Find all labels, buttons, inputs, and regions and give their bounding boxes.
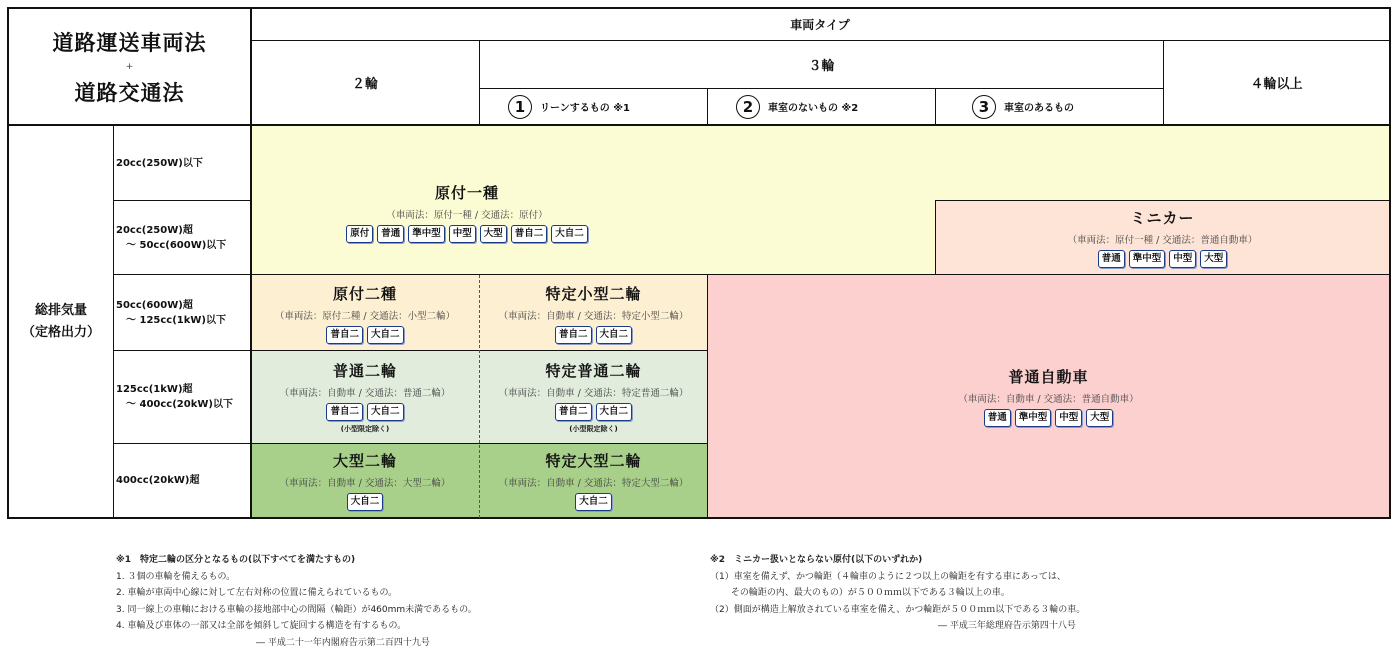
license-badge: 大自二 <box>596 326 633 344</box>
footnote-line: （2）側面が構造上解放されている車室を備え、かつ輪距が５００ｍｍ以下である３輪の車。 <box>710 604 1086 615</box>
footnote-line: （1）車室を備えず、かつ輪距（４輪車のように２つ以上の輪距を有する車にあっては、 <box>710 571 1066 582</box>
side-label-rated-output: （定格出力） <box>21 324 100 340</box>
row-label-1: 20cc(250W)以下 <box>116 157 203 169</box>
cell-title: 普通自動車 <box>1008 368 1089 386</box>
side-label-displacement: 総排気量 <box>34 302 87 318</box>
header-sub-no-cabin-label: 車室のないもの ※2 <box>768 103 859 114</box>
license-badge: 準中型 <box>408 225 445 243</box>
footnote-line: 1. ３個の車輪を備えるもの。 <box>116 571 236 582</box>
footnote-source: ― 平成三年総理府告示第四十八号 <box>938 621 1076 631</box>
footnote-right <box>710 552 1270 635</box>
footnote-line: 4. 車輪及び車体の一部又は全部を傾斜して旋回する構造を有するもの。 <box>116 621 407 631</box>
header-three-wheel: ３輪 <box>808 59 835 74</box>
license-badge: 原付 <box>346 225 373 243</box>
cell-subtitle: （車両法：原付一種 / 交通法：原付） <box>386 209 548 221</box>
license-badge: 準中型 <box>1015 409 1052 427</box>
license-badges <box>984 409 1114 427</box>
license-badge: 中型 <box>1055 409 1082 427</box>
footnote-line: 3. 同一線上の車軸における車輪の接地部中心の間隔（輪距）が460mm未満であるもの。 <box>116 604 477 615</box>
cell-gentsuki1 <box>251 176 683 248</box>
footnote-left <box>116 552 676 651</box>
cell-title: 普通二輪 <box>332 362 397 380</box>
row-label-3: 50cc(600W)超 ～ 125cc(1kW)以下 <box>116 299 226 326</box>
footnote-source: ― 平成二十一年内閣府告示第二百四十九号 <box>256 637 430 648</box>
license-badges <box>1098 250 1228 268</box>
cell-subtitle: （車両法：自動車 / 交通法：普通二輪） <box>279 388 451 399</box>
cell-title: 大型二輪 <box>332 452 397 470</box>
license-badge: 普自二 <box>326 403 363 421</box>
license-badge: 大自二 <box>575 493 612 511</box>
license-badge: 普通 <box>377 225 404 243</box>
license-badge: 普通 <box>1098 250 1125 268</box>
cell-tokutei-ogata <box>480 444 707 517</box>
cell-subtitle: （車両法：自動車 / 交通法：特定大型二輪） <box>498 478 689 489</box>
cell-tokutei-futsu <box>480 351 707 443</box>
row-label-2: 20cc(250W)超 ～ 50cc(600W)以下 <box>116 224 227 251</box>
footnote-line: 2. 車輪が車両中心線に対して左右対称の位置に備えられているもの。 <box>116 588 398 598</box>
header-four-wheel: ４輪以上 <box>1250 77 1303 92</box>
license-badges <box>326 403 403 421</box>
cell-title: 特定小型二輪 <box>545 284 642 303</box>
license-badges <box>347 493 384 511</box>
license-badge: 準中型 <box>1129 250 1166 268</box>
license-badge: 普自二 <box>511 225 548 243</box>
license-badge: 大型 <box>1200 250 1227 268</box>
cell-subtitle: （車両法：原付二種 / 交通法：小型二輪） <box>274 310 456 322</box>
title-plus: + <box>125 61 134 72</box>
corner-title <box>9 9 250 124</box>
cell-title: 特定普通二輪 <box>545 362 642 380</box>
license-badges <box>555 326 632 344</box>
row-label-5: 400cc(20kW)超 <box>116 475 200 486</box>
cell-ogata-nirin <box>251 444 479 517</box>
cell-subtitle: （車両法：自動車 / 交通法：特定小型二輪） <box>498 310 689 322</box>
cell-subtitle: （車両法：原付一種 / 交通法：普通自動車） <box>1067 235 1258 246</box>
footnote-heading: ※1 特定二輪の区分となるもの(以下すべてを満たすもの) <box>116 555 356 565</box>
license-badge: 大型 <box>1086 409 1113 427</box>
license-badge: 大型 <box>480 225 507 243</box>
title-road-traffic-act: 道路交通法 <box>74 80 185 105</box>
cell-tokutei-small <box>480 276 707 350</box>
header-vehicle-type: 車両タイプ <box>790 18 850 32</box>
license-badge: 中型 <box>449 225 476 243</box>
number-circle-3: 3 <box>972 95 996 119</box>
cell-subtitle: （車両法：自動車 / 交通法：特定普通二輪） <box>498 388 689 399</box>
cell-gentsuki2 <box>251 276 479 350</box>
license-badge: 普通 <box>984 409 1011 427</box>
header-sub-no-cabin <box>708 89 935 124</box>
cell-minicar <box>936 201 1389 274</box>
license-badge: 大自二 <box>367 326 404 344</box>
header-sub-cabin-label: 車室のあるもの <box>1004 103 1074 114</box>
license-badge: 大自二 <box>347 493 384 511</box>
cell-futsu-nirin <box>251 351 479 443</box>
license-badges <box>575 493 612 511</box>
license-badge: 普自二 <box>326 326 363 344</box>
license-badges <box>555 403 632 421</box>
title-road-vehicle-act: 道路運送車両法 <box>52 30 207 55</box>
license-badge: 普自二 <box>555 403 592 421</box>
cell-futsu-car <box>708 276 1389 517</box>
cell-title: ミニカー <box>1130 209 1195 227</box>
number-circle-1: 1 <box>508 95 532 119</box>
license-badge: 大自二 <box>596 403 633 421</box>
cell-title: 原付二種 <box>332 284 397 303</box>
header-sub-lean <box>480 89 707 124</box>
cell-title: 特定大型二輪 <box>545 452 642 470</box>
license-badge: 普自二 <box>555 326 592 344</box>
license-badge: 大自二 <box>551 225 588 243</box>
row-label-4: 125cc(1kW)超 ～ 400cc(20kW)以下 <box>116 384 233 410</box>
number-circle-2: 2 <box>736 95 760 119</box>
footnote-heading: ※2 ミニカー扱いとならない原付(以下のいずれか) <box>710 555 923 565</box>
license-badges <box>346 225 588 243</box>
license-badges <box>326 326 403 344</box>
footnote-line: その輪距の内、最大のもの）が５００ｍｍ以下である３輪以上の車。 <box>710 588 1010 598</box>
cell-note: (小型限定除く) <box>340 425 390 433</box>
cell-title: 原付一種 <box>434 183 499 202</box>
side-label <box>9 126 113 517</box>
cell-subtitle: （車両法：自動車 / 交通法：大型二輪） <box>279 478 451 489</box>
license-badge: 中型 <box>1169 250 1196 268</box>
license-badge: 大自二 <box>367 403 404 421</box>
header-sub-lean-label: リーンするもの ※1 <box>540 103 630 114</box>
cell-subtitle: （車両法：自動車 / 交通法：普通自動車） <box>958 394 1139 405</box>
cell-note: (小型限定除く) <box>569 425 618 433</box>
header-sub-cabin <box>936 89 1163 124</box>
header-two-wheel: ２輪 <box>351 77 378 92</box>
